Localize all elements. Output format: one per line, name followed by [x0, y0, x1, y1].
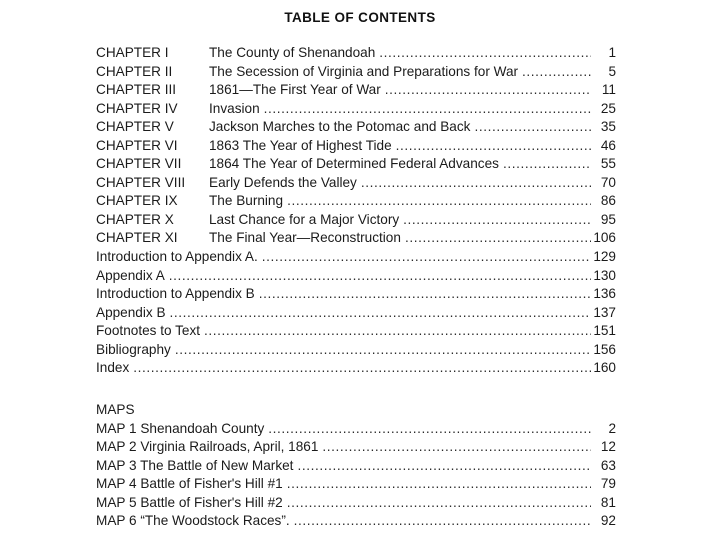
toc-entry-dot-leader — [322, 438, 591, 457]
toc-entry-title: Bibliography — [96, 341, 171, 357]
toc-entry-dot-leader — [264, 100, 591, 119]
toc-entry-title: The County of Shenandoah — [209, 45, 376, 60]
toc-entry-page-number: 63 — [600, 457, 616, 473]
toc-entry-row[interactable] — [96, 211, 616, 230]
toc-entry-row[interactable] — [96, 267, 616, 286]
toc-entry-chapter-label: CHAPTER V — [96, 119, 174, 135]
toc-entry-title: Jackson Marches to the Potomac and Back — [209, 119, 471, 135]
toc-entry-title: Introduction to Appendix B — [96, 286, 255, 302]
map-entries-group — [96, 420, 616, 531]
toc-entry-page-number: 136 — [593, 286, 616, 302]
toc-entry-dot-leader — [385, 81, 591, 100]
toc-entry-dot-leader — [204, 322, 591, 341]
toc-entry-title: Index — [96, 360, 130, 376]
toc-entry-dot-leader — [294, 512, 591, 531]
toc-entry-page-number: 35 — [600, 119, 616, 135]
table-of-contents-list — [96, 44, 616, 378]
toc-entry-title: MAP 4 Battle of Fisher's Hill #1 — [96, 476, 283, 492]
toc-entry-row[interactable] — [96, 137, 616, 156]
toc-entry-chapter-label: CHAPTER X — [96, 211, 174, 227]
toc-entry-chapter-label: CHAPTER VII — [96, 156, 182, 172]
toc-entry-page-number: 79 — [600, 476, 616, 492]
toc-entry-row[interactable] — [96, 475, 616, 494]
toc-entry-dot-leader — [474, 118, 591, 137]
toc-entry-dot-leader — [287, 475, 591, 494]
toc-entry-chapter-label: CHAPTER IV — [96, 100, 178, 116]
chapter-entries-group — [96, 44, 616, 248]
toc-entry-chapter-label: CHAPTER III — [96, 82, 177, 98]
toc-entry-title: Footnotes to Text — [96, 323, 201, 339]
toc-entry-chapter-label: CHAPTER II — [96, 63, 173, 79]
toc-entry-dot-leader — [259, 285, 591, 304]
toc-entry-page-number: 55 — [600, 156, 616, 172]
toc-entry-title: Last Chance for a Major Victory — [209, 211, 400, 227]
toc-entry-page-number: 129 — [593, 249, 616, 265]
toc-entry-page-number: 46 — [600, 137, 616, 153]
toc-entry-chapter-label: CHAPTER IX — [96, 193, 178, 209]
toc-entry-page-number: 12 — [600, 439, 616, 455]
toc-entry-page-number: 95 — [600, 211, 616, 227]
toc-entry-page-number: 130 — [593, 267, 616, 283]
toc-entry-row[interactable] — [96, 44, 616, 63]
page-title: TABLE OF CONTENTS — [284, 10, 436, 25]
toc-entry-page-number: 11 — [601, 82, 616, 98]
toc-entry-title: The Burning — [209, 193, 284, 209]
toc-entry-chapter-label: CHAPTER XI — [96, 230, 178, 246]
toc-entry-dot-leader — [379, 44, 591, 63]
maps-section — [96, 401, 616, 531]
toc-entry-dot-leader — [297, 457, 591, 476]
toc-entry-chapter-label: CHAPTER VI — [96, 137, 178, 153]
toc-entry-dot-leader — [287, 192, 591, 211]
toc-entry-dot-leader — [262, 248, 591, 267]
toc-entry-row[interactable] — [96, 192, 616, 211]
toc-entry-row[interactable] — [96, 155, 616, 174]
toc-entry-row[interactable] — [96, 457, 616, 476]
toc-entry-title: 1861—The First Year of War — [209, 82, 381, 98]
toc-entry-title: 1863 The Year of Highest Tide — [209, 137, 392, 153]
toc-entry-row[interactable] — [96, 420, 616, 439]
toc-entry-title: MAP 5 Battle of Fisher's Hill #2 — [96, 494, 283, 510]
toc-entry-dot-leader — [268, 420, 591, 439]
toc-entry-page-number: 5 — [608, 63, 616, 79]
toc-entry-row[interactable] — [96, 494, 616, 513]
toc-entry-row[interactable] — [96, 438, 616, 457]
toc-entry-page-number: 1 — [608, 45, 616, 60]
toc-entry-row[interactable] — [96, 174, 616, 193]
toc-entry-page-number: 156 — [593, 341, 616, 357]
toc-entry-row[interactable] — [96, 229, 616, 248]
toc-entry-page-number: 92 — [600, 513, 616, 529]
toc-entry-page-number: 160 — [593, 360, 616, 376]
toc-entry-dot-leader — [133, 359, 591, 378]
toc-entry-chapter-label: CHAPTER I — [96, 45, 169, 60]
toc-entry-page-number: 137 — [593, 304, 616, 320]
toc-entry-row[interactable] — [96, 341, 616, 360]
back-matter-entries-group — [96, 248, 616, 378]
toc-entry-row[interactable] — [96, 304, 616, 323]
toc-entry-title: MAP 3 The Battle of New Market — [96, 457, 294, 473]
toc-entry-dot-leader — [287, 494, 591, 513]
toc-entry-title: 1864 The Year of Determined Federal Advances — [209, 156, 499, 172]
toc-entry-dot-leader — [503, 155, 591, 174]
toc-entry-row[interactable] — [96, 512, 616, 531]
toc-entry-row[interactable] — [96, 81, 616, 100]
toc-entry-page-number: 2 — [608, 420, 616, 436]
toc-entry-dot-leader — [170, 304, 591, 323]
toc-entry-page-number: 151 — [593, 323, 616, 339]
toc-entry-row[interactable] — [96, 359, 616, 378]
toc-entry-page-number: 25 — [600, 100, 616, 116]
toc-entry-dot-leader — [403, 211, 591, 230]
toc-entry-page-number: 86 — [600, 193, 616, 209]
toc-entry-page-number: 106 — [593, 230, 616, 246]
toc-entry-title: MAP 6 “The Woodstock Races”. — [96, 513, 290, 529]
toc-entry-dot-leader — [396, 137, 591, 156]
toc-entry-row[interactable] — [96, 285, 616, 304]
toc-entry-row[interactable] — [96, 248, 616, 267]
toc-entry-dot-leader — [522, 63, 591, 82]
toc-entry-page-number: 81 — [600, 494, 616, 510]
toc-entry-row[interactable] — [96, 100, 616, 119]
toc-entry-title: MAP 2 Virginia Railroads, April, 1861 — [96, 439, 319, 455]
toc-entry-title: MAP 1 Shenandoah County — [96, 420, 265, 436]
toc-entry-row[interactable] — [96, 63, 616, 82]
toc-entry-chapter-label: CHAPTER VIII — [96, 174, 186, 190]
toc-entry-dot-leader — [361, 174, 591, 193]
toc-entry-title: The Final Year—Reconstruction — [209, 230, 401, 246]
maps-section-heading: MAPS — [96, 402, 135, 417]
toc-entry-row[interactable] — [96, 118, 616, 137]
toc-entry-title: Appendix A — [96, 267, 165, 283]
toc-entry-title: Introduction to Appendix A. — [96, 249, 258, 265]
toc-entry-title: Early Defends the Valley — [209, 174, 357, 190]
toc-entry-dot-leader — [169, 267, 591, 286]
toc-entry-row[interactable] — [96, 322, 616, 341]
toc-entry-dot-leader — [175, 341, 591, 360]
toc-entry-title: The Secession of Virginia and Preparations for War — [209, 63, 519, 79]
toc-entry-title: Appendix B — [96, 304, 166, 320]
toc-entry-page-number: 70 — [600, 174, 616, 190]
toc-entry-dot-leader — [405, 229, 591, 248]
toc-entry-title: Invasion — [209, 100, 260, 116]
